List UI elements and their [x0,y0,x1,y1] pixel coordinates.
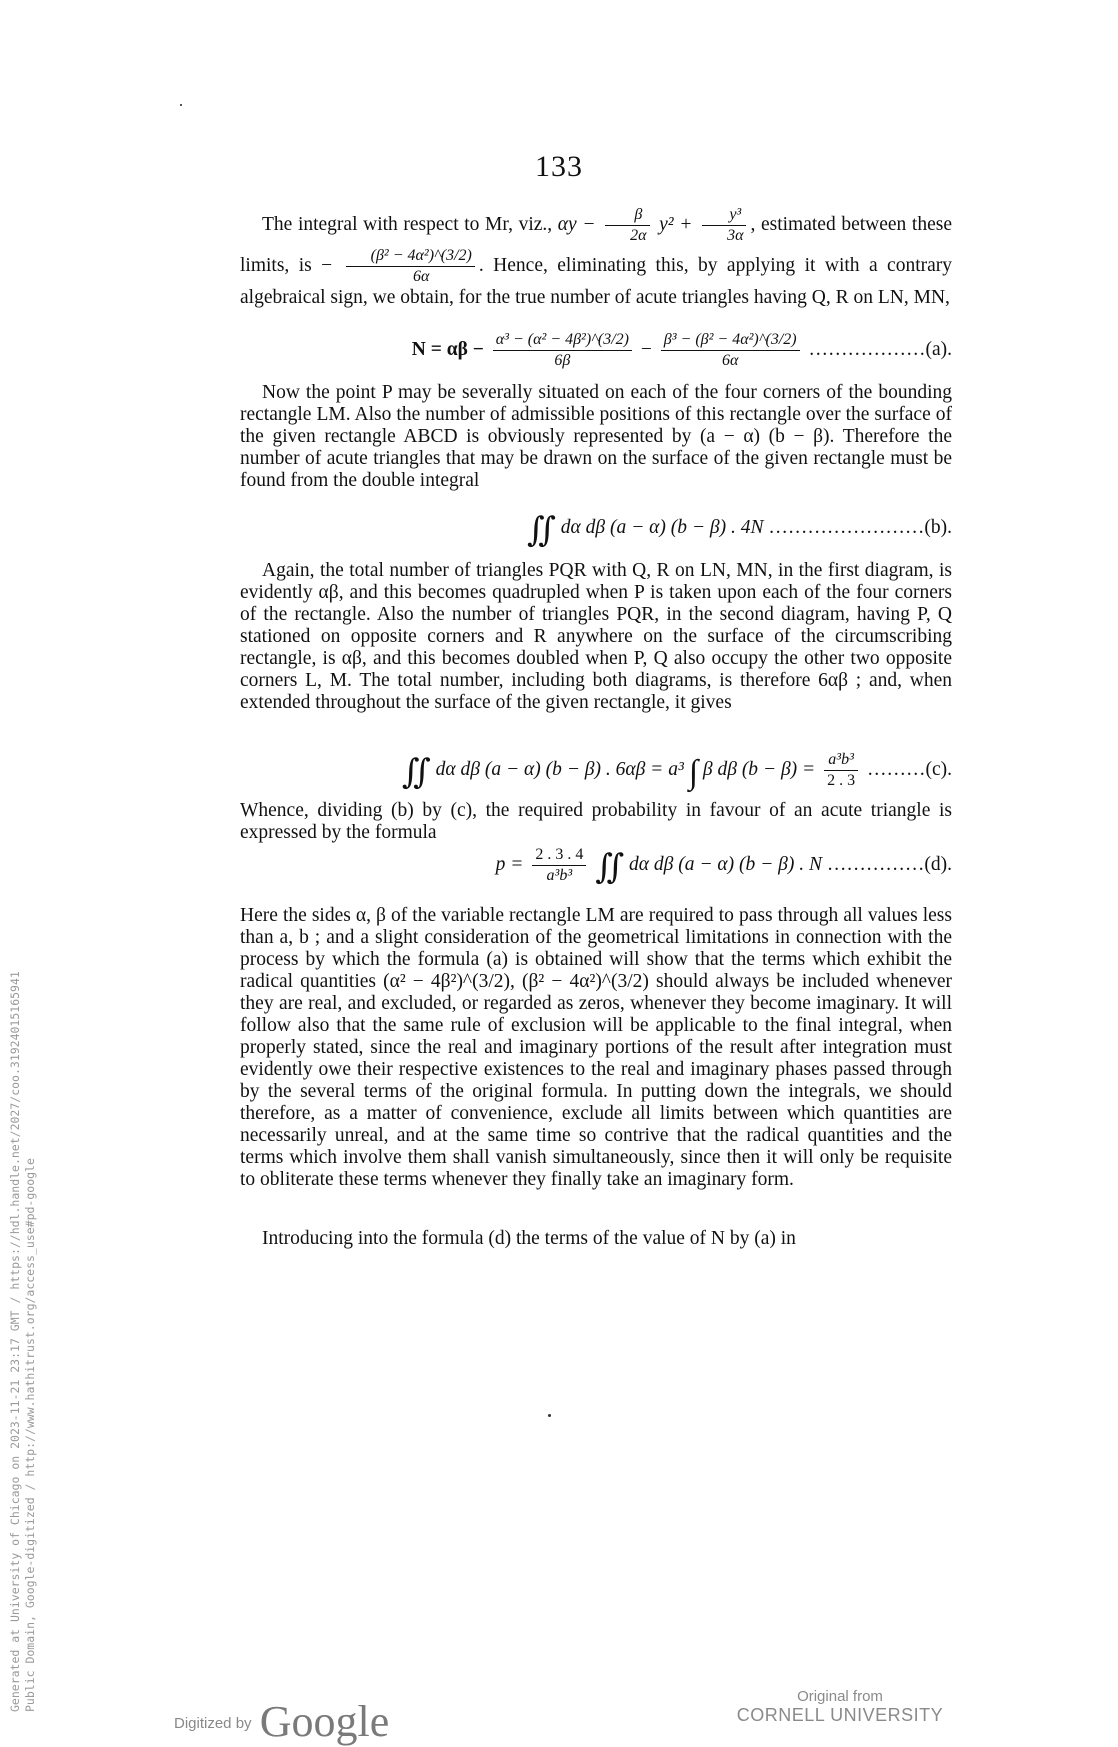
original-from-label: Original from [797,1688,883,1705]
watermark-line-2: Public Domain, Google-digitized / http://www.hathitrust.org/access_use#pd-google [23,1158,37,1712]
paragraph-2 [240,382,952,492]
eq-d-tag: ……………(d). [826,853,952,875]
eq-d-body: dα dβ (a − α) (b − β) . N [629,853,822,875]
p1-text-e: between these limits, is − [240,213,952,276]
eq-a-fraction-1: $\frac{\text{α³ − (α² − 4β²)\textasciicircum{}(3/2)}}{6\beta}$ [493,330,632,371]
institution-name: CORNELL UNIVERSITY [736,1705,944,1725]
p2-text: Now the point P may be severally situated on each of the four corners of the bounding rectangle LM. Also the number of admissible positions of this rectangle over the surface of the given rectangle ABCD is obviously represented by (a − α) (b − β). Therefore the number of acute triangles that may be drawn on the surface of the given rectangle must be found from the double integral [240,382,952,491]
p1-text-a: The integral with respect to Mr, viz., [262,213,553,235]
p1-fraction-y3: $\frac{\text{y³}}{3\alpha}$ [702,205,746,246]
eq-c-tag: ………(c). [866,758,952,780]
eq-b-body: dα dβ (a − α) (b − β) . 4N [560,517,764,538]
eq-d-fraction: $\frac{2 . 3 . 4}{\text{a³b³}}$ [532,845,586,886]
eq-b-tag: ……………………(b). [768,517,952,538]
p1-expr-b: αy − [557,213,596,235]
double-integral-sign: ∬ [526,512,556,549]
eq-a-tag: ………………(a). [808,338,952,360]
eq-c-body-2: β dβ (b − β) = [702,758,816,780]
eq-c-body: dα dβ (a − α) (b − β) . 6αβ = a³ [435,758,684,780]
p3-text: Again, the total number of triangles PQR with Q, R on LN, MN, in the first diagram, is evidently αβ, and this becomes quadrupled when P is taken upon each of the four corners of the rectangle. Also the number of triangles PQR, in the second diagram, having P, Q stationed on opposite corners and R anywhere on the surface of the circumscribing rectangle, is αβ, and this becomes doubled when P, Q also occupy the other two opposite corners L, M. The total number, including both diagrams, is therefore 6αβ ; and, when extended throughout the surface of the given rectangle, it gives [240,560,952,713]
paragraph-1 [240,205,952,309]
digitized-by-label: Digitized by [174,1715,252,1732]
watermark-line-1: Generated at University of Chicago on 2023-11-21 23:17 GMT / https://hdl.handle.net/2027/coo.31924015165941 [8,971,22,1712]
double-integral-sign: ∬ [595,848,625,886]
paragraph-5 [240,905,952,1191]
paragraph-4 [240,800,952,844]
scan-speck [180,104,182,106]
equation-b [240,510,952,550]
eq-d-lhs: p = [495,853,524,875]
p1-text-d: , estimated [750,213,836,235]
p4-text: Whence, dividing (b) by (c), the required probability in favour of an acute triangle is expressed by the formula [240,800,952,843]
google-logo: Google [259,1697,390,1746]
page-number: 133 [535,150,583,183]
equation-a [240,330,952,371]
equation-d [240,845,952,887]
eq-a-fraction-2: $\frac{\text{β³ − (β² − 4α²)\textasciicircum{}(3/2)}}{6\alpha}$ [661,330,800,371]
equation-c [240,750,952,792]
p5-text: Here the sides α, β of the variable rectangle LM are required to pass through all values less than a, b ; and a slight consideration of the geometrical limitations in connection with the process by which the formula (a) is obtained will show that the terms which exhibit the radical quantities (α² − 4β²)^(3/2), (β² − 4α²)^(3/2) should always be included whenever they are real, and excluded, or regarded as zeros, whenever they become imaginary. It will follow also that the same rule of exclusion will be applicable to the final integral, when properly stated, since the real and imaginary portions of the result after integration must evidently owe their respective existences to the real and imaginary phases passed through by the several terms of the original formula. In putting down the integrals, we should therefore, as a matter of convenience, exclude all limits between which quantities are necessarily unreal, and at the same time so contrive that the radical quantities and the terms which involve them shall vanish simultaneously, since then it will only be requisite to obliterate these terms whenever they finally take an imaginary form. [240,905,952,1190]
integral-sign: ∫ [688,753,699,791]
paragraph-6 [240,1228,952,1250]
p1-expr-c: y² + [659,213,693,235]
eq-c-fraction: $\frac{\text{a³b³}}{2 . 3}$ [824,750,858,791]
eq-a-minus: − [640,338,652,360]
p6-text: Introducing into the formula (d) the terms of the value of N by (a) in [262,1228,796,1249]
eq-a-lhs: N = αβ − [411,338,484,360]
hathitrust-watermark [8,812,38,1712]
p1-fraction-radical: $\frac{\text{(β² − 4α²)\textasciicircum{}(3/2)}}{6\alpha}$ [346,246,475,287]
scan-speck [548,1414,551,1417]
digitized-by-footer [174,1696,389,1747]
p1-fraction-beta: $\frac{\beta}{2\alpha}$ [605,205,649,246]
p1-text-f: . Hence, eliminating this, by applying it with a contrary algebraical sign, we obtain, for the true number of acute triangles having Q, R on LN, MN, [240,254,953,308]
original-from-footer [730,1688,950,1726]
paragraph-3 [240,560,952,714]
double-integral-sign: ∬ [401,753,431,791]
